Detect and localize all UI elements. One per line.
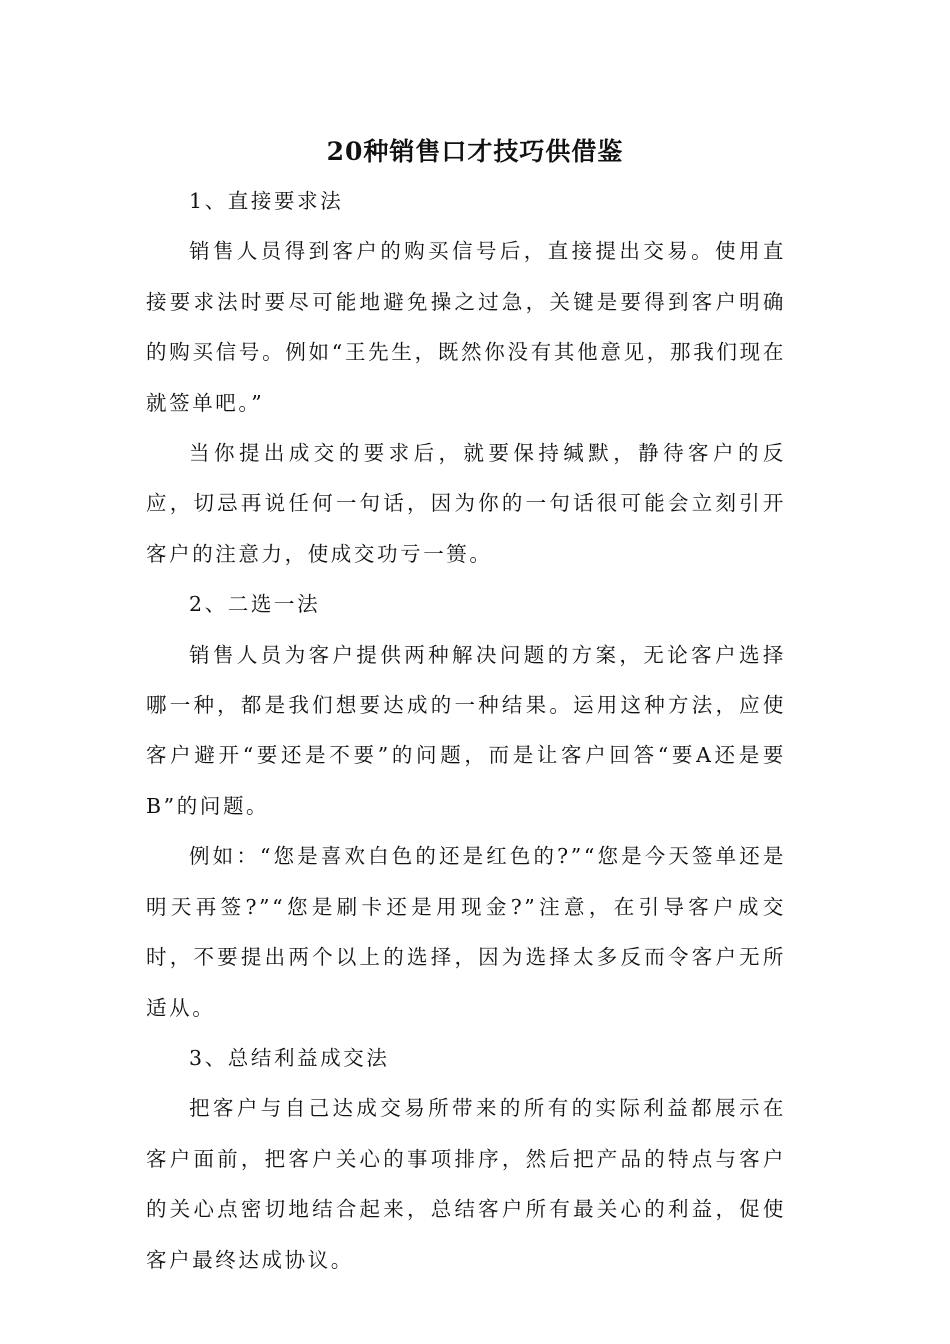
section-heading-either-or: 2、二选一法: [189, 592, 321, 617]
section-heading-direct-request: 1、直接要求法: [189, 189, 344, 213]
paragraph: 销售人员为客户提供两种解决问题的方案，无论客户选择哪一种，都是我们想要达成的一种结果。运用这种方法，应使客户避开“要还是不要”的问题，而是让客户回答“要A还是要B”的问题。: [146, 642, 786, 818]
paragraph: 例如：“您是喜欢白色的还是红色的?”“您是今天签单还是明天再签?”“您是刷卡还是用现金?”注意，在引导客户成交时，不要提出两个以上的选择，因为选择太多反而令客户无所适从。: [146, 844, 786, 1020]
document-body: [146, 176, 786, 1285]
section-heading-benefit-summary: 3、总结利益成交法: [189, 1045, 390, 1070]
document-title: 20种销售口才技巧供借鉴: [326, 137, 624, 166]
paragraph: 销售人员得到客户的购买信号后，直接提出交易。使用直接要求法时要尽可能地避免操之过急，关键是要得到客户明确的购买信号。例如“王先生，既然你没有其他意见，那我们现在就签单吧。”: [146, 239, 786, 415]
paragraph: 把客户与自己达成交易所带来的所有的实际利益都展示在客户面前，把客户关心的事项排序，然后把产品的特点与客户的关心点密切地结合起来，总结客户所有最关心的利益，促使客户最终达成协议。: [146, 1096, 786, 1272]
paragraph: 当你提出成交的要求后，就要保持缄默，静待客户的反应，切忌再说任何一句话，因为你的一句话很可能会立刻引开客户的注意力，使成交功亏一篑。: [146, 441, 786, 566]
